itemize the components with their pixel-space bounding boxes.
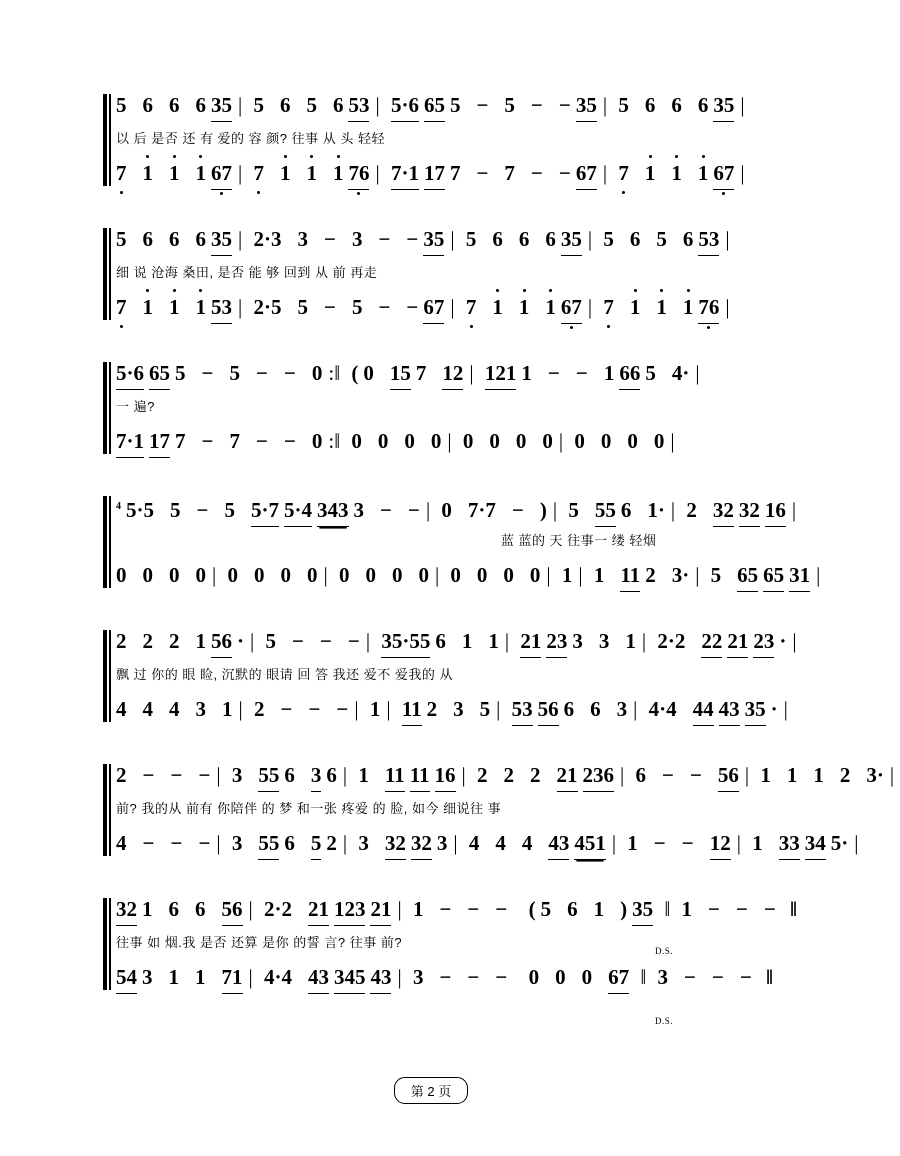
system-brace [100,626,116,726]
ds-barline: ‖ [640,965,647,989]
page-footer [0,1077,862,1104]
melody-line: 5 6 6 6 35 | 5 6 5 6 53 | 5·6 65 5 − 5 − − 35 | 5 6 6 6 35 | [116,90,762,122]
lyric-line: 前? 我的从 前有 你陪伴 的 梦 和一张 疼爱 的 脸, 如今 细说往 事 [116,801,502,816]
page-number: 第 2 页 [394,1077,468,1104]
final-barline: ‖ [766,965,773,989]
melody-line: 4 5·5 5 − 5 5·7 5·4 343 3 − − | 0 7·7 − ) | 5 55 6 1· | 2 32 32 16 | [116,492,826,524]
music-system-2 [100,224,762,324]
ds-mark-melody: D.S. [655,946,674,956]
melody-line: 2 − − − | 3 55 6 3 6 | 1 11 11 16 | 2 2 2 21 236 | 6 − − 56 | 1 1 1 2 3· | [116,760,900,792]
harmony-line: 0 0 0 0 | 0 0 0 0 | 0 0 0 0 | 0 0 0 0 | 1 | 1 11 2 3· | 5 65 65 31 | [116,560,826,592]
harmony-line: 4 4 4 3 1 | 2 − − − | 1 | 11 2 3 5 | 53 56 6 6 3 | 4·4 44 43 35 · | [116,694,803,726]
harmony-line: 7 1 1 1 53 | 2·5 5 − 5 − − 67 | 7 1 1 1 67 | 7 1 1 1 76 | [116,292,762,324]
harmony-line: 4 − − − | 3 55 6 5 2 | 3 32 32 3 | 4 4 4 43 451 | 1 − − 12 | 1 33 34 5· | [116,828,900,860]
music-system-3 [100,358,762,458]
lyric-line: 以 后 是否 还 有 爱的 容 颜? 往事 从 头 轻轻 [116,131,385,146]
music-system-7 [100,894,797,1026]
melody-line: 32 1 6 6 56 | 2·2 21 123 21 | 1 − − − ( 5 6 1 ) 35 ‖ 1 − − − ‖ [116,894,802,926]
system-brace [100,90,116,190]
ds-mark-harmony: D.S. [655,1016,674,1026]
ds-barline: ‖ [664,897,671,921]
final-barline: ‖ [790,897,797,921]
melody-line: 5 6 6 6 35 | 2·3 3 − 3 − − 35 | 5 6 6 6 35 | 5 6 5 6 53 | [116,224,762,256]
harmony-line: 54 3 1 1 71 | 4·4 43 345 43 | 3 − − − 0 0 0 67 ‖ 3 − − − ‖ [116,962,802,994]
repeat-end-barline: :‖ [328,361,341,385]
system-brace [100,894,116,994]
harmony-line: 7 1 1 1 67 | 7 1 1 1 76 | 7·1 17 7 − 7 − − 67 | 7 1 1 1 67 | [116,158,762,190]
music-system-1 [100,90,762,190]
lyric-line: 一 遍? [116,399,155,414]
system-brace [100,358,116,458]
music-system-5 [100,626,797,726]
music-system-6 [100,760,895,860]
system-brace [100,760,116,860]
repeat-end-barline: :‖ [328,429,341,453]
lyric-line: 蓝 蓝的 天 往事一 缕 轻烟 [500,533,657,548]
music-system-4 [100,492,821,592]
system-brace [100,492,116,592]
melody-line: 2 2 2 1 56 · | 5 − − − | 35·55 6 1 1 | 21 23 3 3 1 | 2·2 22 21 23 · | [116,626,803,658]
lyric-line: 细 说 沧海 桑田, 是否 能 够 回到 从 前 再走 [116,265,378,280]
harmony-line: 7·1 17 7 − 7 − − 0 :‖ 0 0 0 0 | 0 0 0 0 | 0 0 0 0 | [116,426,762,458]
melody-line: 5·6 65 5 − 5 − − 0 :‖ ( 0 15 7 12 | 121 1 − − 1 66 5 4· | [116,358,762,390]
lyric-line: 往事 如 烟.我 是否 还算 是你 的誓 言? 往事 前? [116,935,403,950]
system-brace [100,224,116,324]
lyric-line: 飘 过 你的 眼 睑, 沉默的 眼请 回 答 我还 爱不 爱我的 从 [116,667,453,682]
